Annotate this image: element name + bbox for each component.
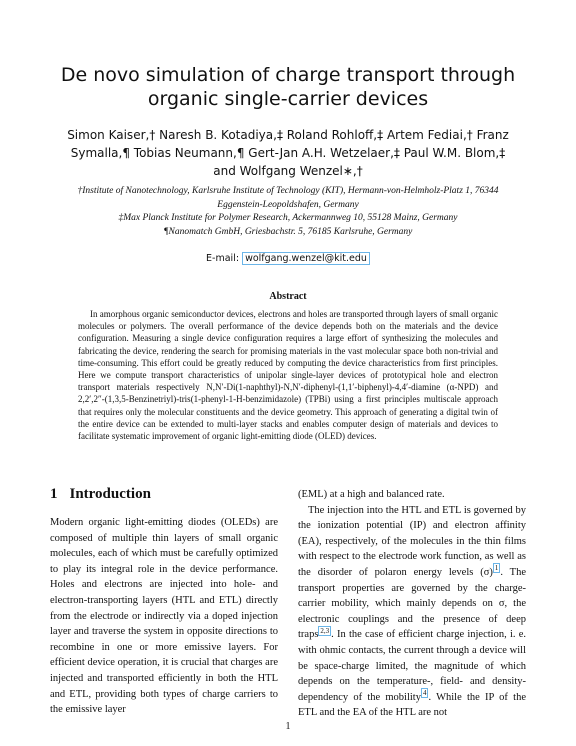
email-line	[60, 252, 516, 266]
left-column	[50, 515, 278, 718]
affiliation-nanomatch: ¶Nanomatch GmbH, Griesbachstr. 5, 76185 Karlsruhe, Germany	[163, 226, 413, 237]
text-segment: The injection into the HTL and ETL is governed by the ionization potential (IP) and electron affinity (EA), respectively, of the molecules in the thin films with respect to the electrode work function, as well as the disorder of polaron energy levels (σ)	[298, 504, 526, 578]
intro-paragraph-1: Modern organic light-emitting diodes (OLEDs) are composed of multiple thin layers of small organic molecules, each of which must be carefully optimized to play its integral role in the device performance. Holes and electrons are injected into hole- and electron-transporting layers (HTL and ETL) directly from the electrode or indirectly via a doped injection layer and traverse the system in opposite directions to recombine in one or more emissive layers. For efficient device operation, it is crucial that charges are injected and transported efficiently in both the HTL and ETL, providing both types of charge carriers to the emissive layer	[50, 517, 278, 716]
section-number: 1	[50, 486, 58, 502]
citation-link[interactable]: 2,3	[320, 626, 330, 635]
affiliation-mpi: ‡Max Planck Institute for Polymer Research, Ackermannweg 10, 55128 Mainz, Germany	[118, 213, 458, 223]
citation-link[interactable]: 1	[494, 564, 499, 573]
abstract-heading: Abstract	[269, 291, 307, 302]
email-link[interactable]: wolfgang.wenzel@kit.edu	[242, 252, 370, 265]
text-segment: . In the case of efficient charge injection, i. e. with ohmic contacts, the current through a device will be space-charge limited, the magnitude of which depends on the temperature-, field- and density-dependency of the mobility	[298, 629, 526, 703]
email-label: E-mail:	[206, 253, 240, 264]
author-list: Simon Kaiser,† Naresh B. Kotadiya,‡ Roland Rohloff,‡ Artem Fediai,† Franz Symalla,¶ Tobias Neumann,¶ Gert-Jan A.H. Wetzelaer,‡ Paul W.M. Blom,‡ and Wolfgang Wenzel∗,†	[67, 128, 509, 178]
intro-paragraph-2	[298, 503, 526, 721]
abstract-text: In amorphous organic semiconductor devices, electrons and holes are transported through layers of small organic molecules or polymers. The overall performance of the device depends both on the materials and the device configuration. Measuring a single device configuration requires a large effort of synthesizing the molecules and fabricating the device, rendering the search for promising materials in the vast molecular space both non-trivial and time-consuming. This effort could be greatly reduced by computing the device characteristics from first principles. Here we compute transport characteristics of unipolar single-layer devices of prototypical hole and electron transport materials respectively N,N′-Di(1-naphthyl)-N,N′-diphenyl-(1,1′-biphenyl)-4,4′-diamine (α-NPD) and 2,2′,2″-(1,3,5-Benzinetriyl)-tris(1-phenyl-1-H-benzimidazole) (TPBi) using a first principles multiscale approach that requires only the molecular constituents and the device geometry. This approach of generating a digital twin of the entire device can be extended to multi-layer stacks and enables computer design of materials and devices to facilitate systematic improvement of organic light-emitting diode (OLED) devices.	[78, 309, 498, 442]
text-segment: . While the IP of the ETL and the EA of the HTL are not	[298, 691, 526, 719]
intro-paragraph-continued: (EML) at a high and balanced rate.	[298, 489, 445, 500]
text-segment: . The transport properties are governed by the charge-carrier mobility, which mainly depends on σ, the electronic couplings and the presence of deep traps	[298, 566, 526, 641]
section-heading	[50, 486, 151, 503]
affiliations	[60, 185, 516, 239]
right-column	[298, 487, 526, 721]
section-title: Introduction	[69, 486, 151, 502]
paper-title: De novo simulation of charge transport through organic single-carrier devices	[60, 64, 516, 110]
citation-link[interactable]: 4	[422, 689, 427, 698]
page-number: 1	[285, 721, 291, 732]
affiliation-kit: †Institute of Nanotechnology, Karlsruhe Institute of Technology (KIT), Hermann-von-Helmholz-Platz 1, 76344 Eggenstein-Leopoldshafen, Germany	[77, 186, 499, 210]
